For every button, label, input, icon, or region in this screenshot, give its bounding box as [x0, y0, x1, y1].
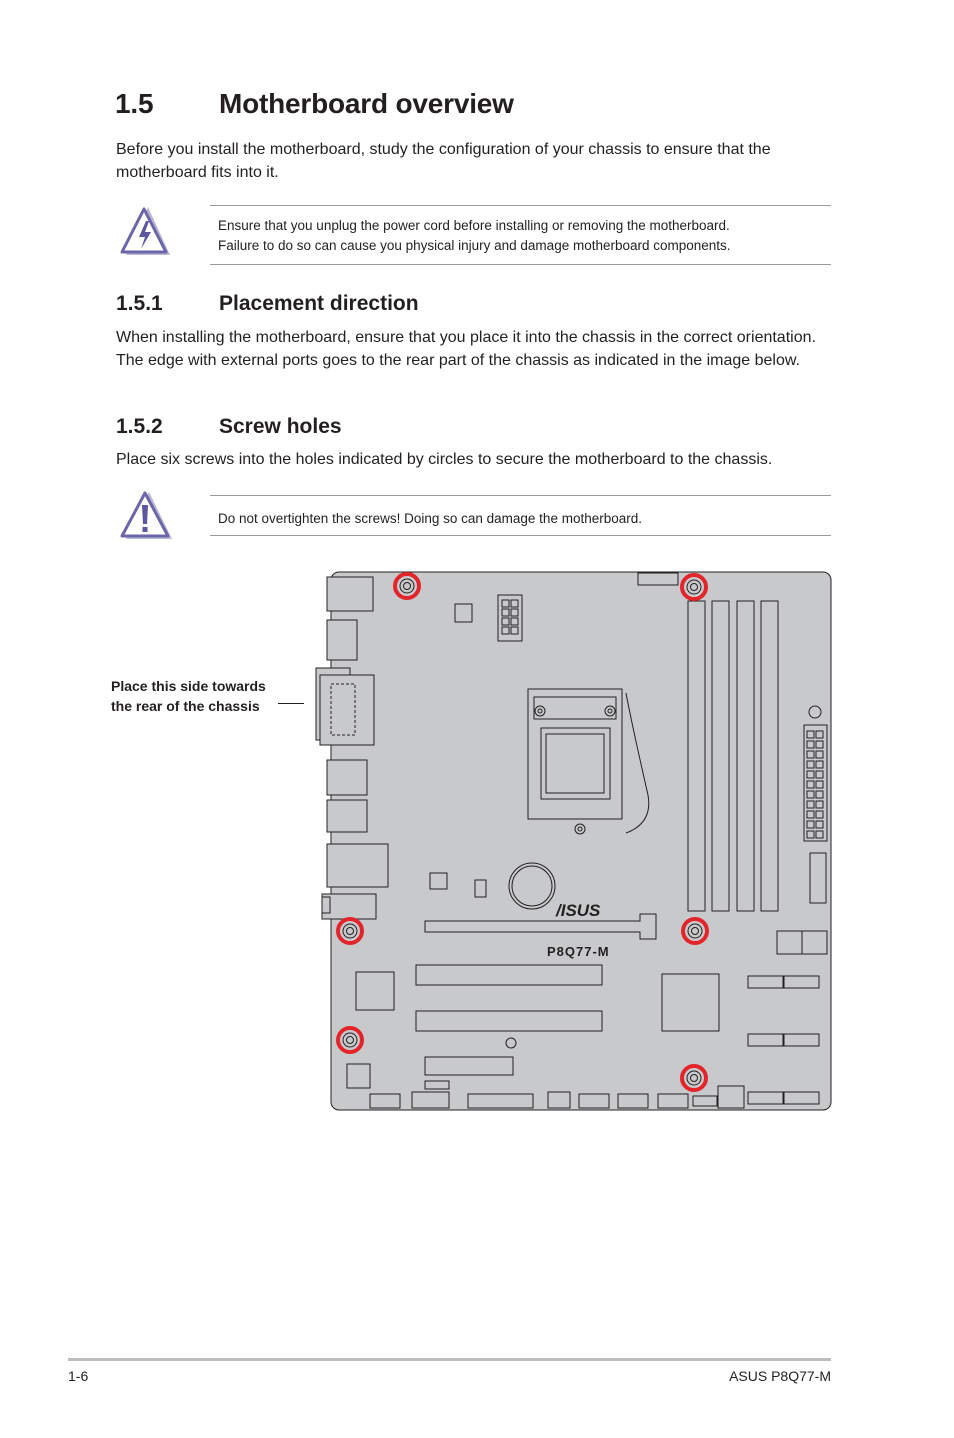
electric-hazard-icon	[118, 205, 172, 259]
callout-leader-line	[278, 703, 304, 704]
caution-icon	[118, 489, 174, 541]
io-audio-stub	[322, 897, 330, 913]
io-usb-2	[327, 800, 367, 832]
footer-product-name: ASUS P8Q77-M	[729, 1368, 831, 1384]
warning-text-line1: Ensure that you unplug the power cord before installing or removing the motherboard.	[218, 218, 730, 233]
rear-side-callout	[111, 676, 266, 716]
footer-page-number: 1-6	[68, 1368, 89, 1384]
section-heading-1-5-2	[116, 415, 342, 439]
model-label: P8Q77-M	[547, 944, 610, 959]
section-number: 1.5.2	[116, 415, 163, 438]
brand-logo: /ISUS	[556, 901, 601, 920]
section-heading-1-5-1	[116, 292, 419, 316]
placement-paragraph: When installing the motherboard, ensure that you place it into the chassis in the correct orientation. The edge with external ports goes to the rear part of the chassis as indicated in the image below.	[116, 329, 816, 369]
section-heading-1-5	[115, 88, 514, 120]
board-outline	[331, 572, 831, 1110]
warning-note	[210, 205, 831, 265]
section-title: Screw holes	[219, 415, 342, 438]
warning-text-line2: Failure to do so can cause you physical injury and damage motherboard components.	[218, 238, 731, 253]
heading-number: 1.5	[115, 88, 154, 119]
motherboard-diagram	[310, 565, 840, 1117]
section-number: 1.5.1	[116, 292, 163, 315]
callout-line1: Place this side towards	[111, 678, 266, 694]
intro-paragraph: Before you install the motherboard, study the configuration of your chassis to ensure that the motherboard fits into it.	[116, 141, 771, 181]
io-hdmi	[327, 760, 367, 795]
io-lan	[327, 844, 388, 887]
callout-line2: the rear of the chassis	[111, 698, 260, 714]
io-ps2	[327, 577, 373, 611]
screw-holes-paragraph: Place six screws into the holes indicated by circles to secure the motherboard to the chassis.	[116, 451, 773, 468]
caution-text: Do not overtighten the screws! Doing so can damage the motherboard.	[218, 511, 642, 526]
heading-title: Motherboard overview	[219, 88, 514, 119]
io-usb-1	[327, 620, 357, 660]
footer-rule	[68, 1358, 831, 1361]
section-title: Placement direction	[219, 292, 419, 315]
caution-note	[210, 495, 831, 536]
